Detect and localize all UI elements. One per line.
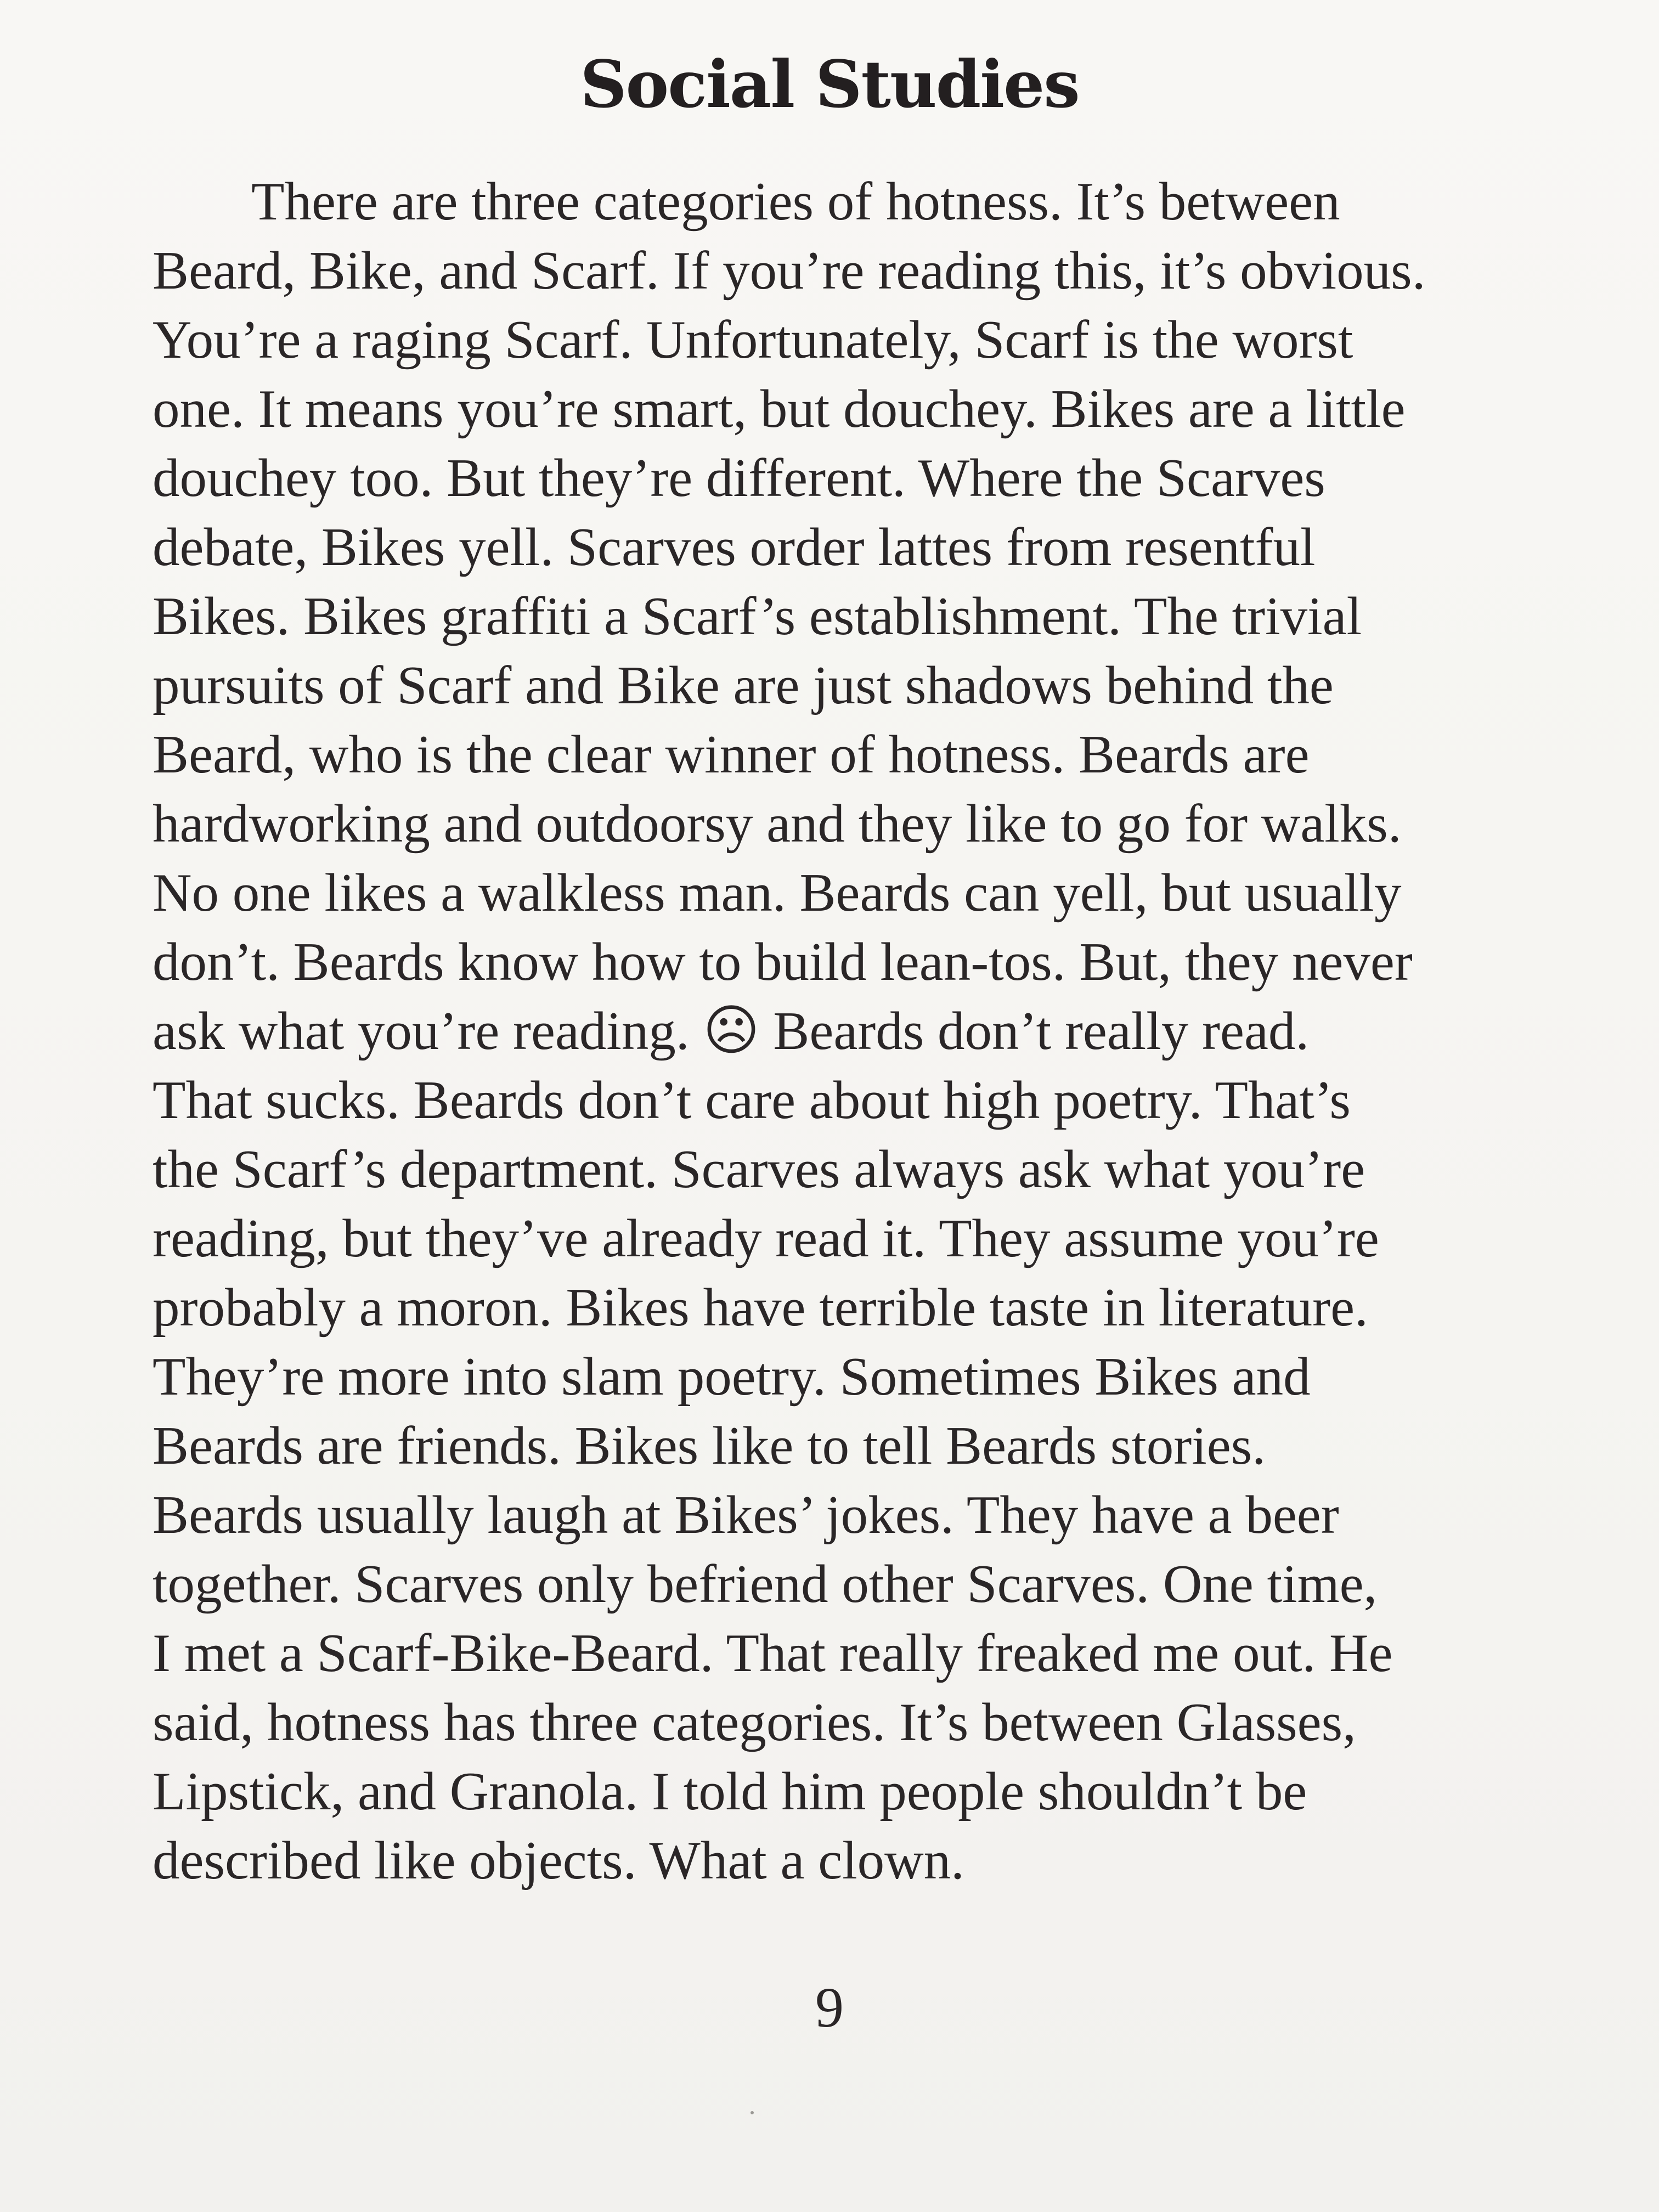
text-line: There are three categories of hotness. It’s between xyxy=(251,172,1340,232)
page-number: 9 xyxy=(815,1976,844,2039)
text-line: probably a moron. Bikes have terrible taste in literature. xyxy=(153,1278,1368,1338)
text-line: don’t. Beards know how to build lean-tos. But, they never xyxy=(153,932,1413,992)
text-line: pursuits of Scarf and Bike are just shadows behind the xyxy=(153,656,1334,715)
paper-speck xyxy=(751,2111,754,2114)
text-line: Bikes. Bikes graffiti a Scarf’s establishment. The trivial xyxy=(153,586,1362,646)
text-line: Beards are friends. Bikes like to tell Beards stories. xyxy=(153,1416,1266,1476)
text-line: debate, Bikes yell. Scarves order lattes from resentful xyxy=(153,517,1316,577)
text-line: hardworking and outdoorsy and they like to go for walks. xyxy=(153,794,1402,854)
text-line: Lipstick, and Granola. I told him people shouldn’t be xyxy=(153,1762,1307,1821)
text-line: together. Scarves only befriend other Scarves. One time, xyxy=(153,1554,1378,1614)
text-line: No one likes a walkless man. Beards can yell, but usually xyxy=(153,863,1402,923)
page-title: Social Studies xyxy=(580,46,1079,122)
text-line: Beard, Bike, and Scarf. If you’re reading this, it’s obvious. xyxy=(153,241,1426,301)
text-line: one. It means you’re smart, but douchey. Bikes are a little xyxy=(153,379,1406,439)
text-line: the Scarf’s department. Scarves always ask what you’re xyxy=(153,1139,1365,1199)
text-line: said, hotness has three categories. It’s between Glasses, xyxy=(153,1692,1356,1752)
text-line: ask what you’re reading. ☹ Beards don’t really read. xyxy=(153,1001,1310,1061)
text-line: reading, but they’ve already read it. They assume you’re xyxy=(153,1209,1379,1268)
text-line: douchey too. But they’re different. Where the Scarves xyxy=(153,448,1325,508)
text-line: Beard, who is the clear winner of hotness. Beards are xyxy=(153,725,1310,785)
text-line: I met a Scarf-Bike-Beard. That really freaked me out. He xyxy=(153,1623,1393,1683)
body-paragraph xyxy=(153,167,1524,1895)
text-line: You’re a raging Scarf. Unfortunately, Scarf is the worst xyxy=(153,310,1353,370)
text-line: That sucks. Beards don’t care about high poetry. That’s xyxy=(153,1070,1351,1130)
text-line: They’re more into slam poetry. Sometimes Bikes and xyxy=(153,1347,1311,1407)
text-line: Beards usually laugh at Bikes’ jokes. They have a beer xyxy=(153,1485,1339,1545)
text-line: described like objects. What a clown. xyxy=(153,1831,964,1891)
